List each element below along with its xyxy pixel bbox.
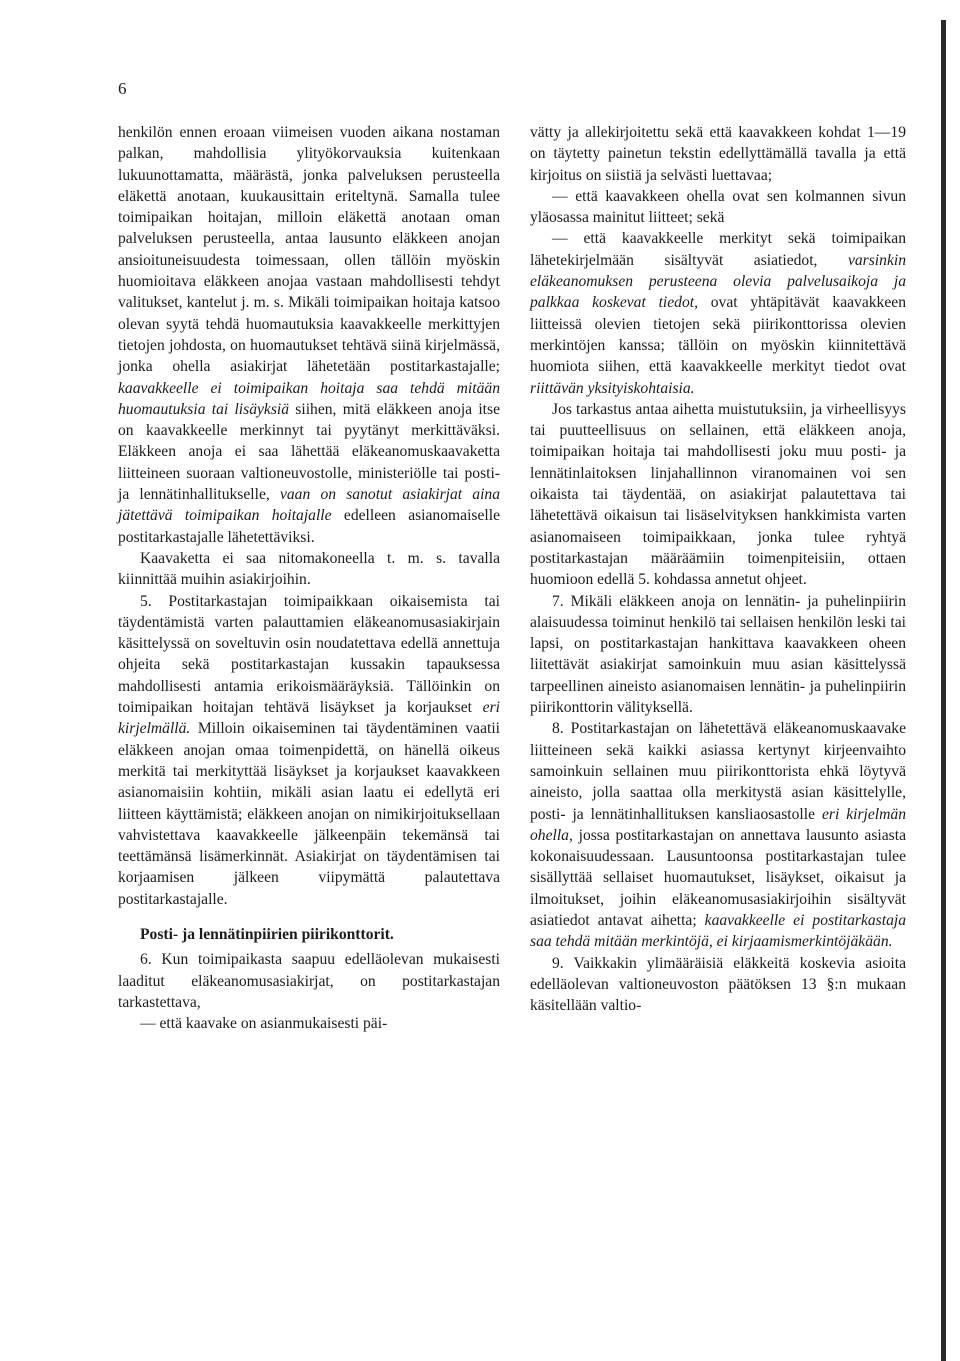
emphasis-text: eri kirjelmällä. bbox=[118, 699, 500, 738]
emphasis-text: eri kirjelmän ohella, bbox=[530, 805, 906, 844]
emphasis-text: vaan on sanotut asiakirjat aina jätettävä toimipaikan hoitajalle bbox=[118, 486, 501, 525]
paragraph: — että kaavake on asianmukaisesti päi- bbox=[140, 1015, 388, 1033]
text-run: Milloin oikaiseminen tai täydentäminen vaatii eläkkeen anojan omaa toimenpidettä, on hänellä oikeus merkitä tai merkityttää lisäykset ja korjaukset kaavakkeen asianomaisiin kohtiin, mikäli asian laatu ei edellytä eri liitteen käyttämistä; eläkkeen anojan on nimikirjoituksellaan vahvistettava kaavakkeelle jälkeenpäin tekemänsä tai teettämänsä lisämerkinnät. Asiakirjat on täydentämisen tai korjaamisen jälkeen viipymättä palautettava postitarkastajalle. bbox=[118, 720, 500, 908]
page-number: 6 bbox=[118, 79, 127, 98]
page-edge-rule bbox=[941, 20, 946, 1361]
text-run: 5. Postitarkastajan toimipaikkaan oikaisemista tai täydentämistä varten palauttamien eläkeanomusasiakirjain käsittelyssä on soveltuvin osin noudatettava edellä annettuja ohjeita sekä postitarkastajan kussakin tapauksessa mahdollisesti antamia erikoismääräyksiä. Tällöinkin on toimipaikan hoitajan tehtävä lisäykset ja korjaukset bbox=[118, 592, 500, 717]
paragraph bbox=[118, 122, 500, 548]
section-heading: Posti- ja lennätinpiirien piirikonttorit. bbox=[140, 925, 394, 943]
paragraph: — että kaavakkeen ohella ovat sen kolmannen sivun yläosassa mainitut liitteet; sekä bbox=[530, 187, 906, 227]
paragraph: 6. Kun toimipaikasta saapuu edelläolevan mukaisesti laaditut eläkeanomusasiakirjat, on postitarkastajan tarkastettava, bbox=[118, 951, 500, 1011]
text-run: — että kaavakkeelle merkityt sekä toimipaikan lähetekirjelmään sisältyvät asiatiedot, bbox=[530, 230, 906, 269]
left-column bbox=[118, 122, 500, 1034]
emphasis-text: kaavakkeelle ei postitarkastaja saa tehdä mitään merkintöjä, ei kirjaamismerkintöjäkään. bbox=[530, 911, 906, 951]
paragraph bbox=[530, 718, 906, 952]
text-run: edelleen asianomaiselle postitarkastajalle lähetettäviksi. bbox=[118, 507, 500, 546]
paragraph: Kaavaketta ei saa nitomakoneella t. m. s. tavalla kiinnittää muihin asiakirjoihin. bbox=[118, 549, 500, 589]
right-column bbox=[530, 122, 906, 1016]
paragraph bbox=[118, 591, 500, 910]
emphasis-text: varsinkin eläkeanomuksen perusteena olevia palvelusaikoja ja palkkaa koskevat tiedot, bbox=[530, 251, 906, 312]
emphasis-text: riittävän yksityiskohtaisia. bbox=[530, 379, 695, 397]
paragraph: Jos tarkastus antaa aihetta muistutuksiin, ja virheellisyys tai puutteellisuus on sellainen, että eläkkeen anoja, toimipaikan hoitaja tai mahdollisesti joku muu posti- ja lennätinlaitoksen linjahallinnon viranomainen voi sen oikaista tai täydentää, on asiakirjat palautettava tai lähetettävä oikaisun tai lisäselvityksen hankkimista varten asianomaiseen toimipaikkaan, jonka tulee ryhtyä postitarkastajan määräämiin toimenpiteisiin, ottaen huomioon edellä 5. kohdassa annetut ohjeet. bbox=[530, 400, 906, 589]
text-run: jossa postitarkastajan on annettava lausunto asiasta kokonaisuudessaan. Lausuntoonsa postitarkastajan tulee sisällyttää sellaiset huomautukset, lisäykset, oikaisut ja ilmoitukset, joihin eläkeanomusasiakirjoihin sisältyvät asiatiedot antavat aihetta; bbox=[530, 826, 906, 929]
paragraph bbox=[530, 228, 906, 398]
text-run: 8. Postitarkastajan on lähetettävä eläkeanomuskaavake liitteineen sekä kaikki asiassa kertynyt kirjeenvaihto samoinkuin sellainen muu piirikonttorista ehkä löytyvä aineisto, jolla saattaa olla merkitystä asian käsittelylle, posti- ja lennätinhallituksen kansliaosastolle bbox=[530, 720, 906, 823]
text-run: ovat yhtäpitävät kaavakkeen liitteissä olevien tietojen sekä piirikonttorissa olevien merkintöjen kanssa; tällöin on myöskin kiinnitettävä huomiota siihen, että kaavakkeelle merkityt tiedot ovat bbox=[530, 294, 906, 376]
text-run: henkilön ennen eroaan viimeisen vuoden aikana nostaman palkan, mahdollisia ylityökorvauksia kuitenkaan lukuunottamatta, määrästä, jonka palveluksen perusteella eläkettä anotaan, kuukausittain eriteltynä. Samalla tulee toimipaikan hoitajan, milloin eläkettä anotaan oman palveluksen perusteella, antaa lausunto eläkkeen anojan ansioituneisuudesta toimessaan, ollen tällöin myöskin huomioitava eläkkeen anojaa vastaan mahdollisesti tehdyt valitukset, kantelut j. m. s. Mikäli toimipaikan hoitaja katsoo olevan syytä tehdä huomautuksia kaavakkeelle merkittyjen tietojen johdosta, on huomautukset tehtävä siinä kirjelmässä, jonka ohella asiakirjat lähetetään postitarkastajalle; bbox=[118, 124, 500, 376]
emphasis-text: kaavakkeelle ei toimipaikan hoitaja saa tehdä mitään huomautuksia tai lisäyksiä bbox=[118, 379, 500, 418]
paragraph: 7. Mikäli eläkkeen anoja on lennätin- ja puhelinpiirin alaisuudessa toiminut henkilö tai sellaisen henkilön leski tai lapsi, on postitarkastajan hankittava kaavakkeen oheen liitettävät asiakirjat samoinkuin muu asian käsittelyssä tarpeellinen aineisto asianomaisen lennätin- ja puhelinpiirin piirikonttorin välityksellä. bbox=[530, 592, 906, 717]
paragraph: vätty ja allekirjoitettu sekä että kaavakkeen kohdat 1—19 on täytetty painetun tekstin edellyttämällä tavalla ja että kirjoitus on siistiä ja selvästi luettavaa; bbox=[530, 124, 906, 184]
paragraph: 9. Vaikkakin ylimääräisiä eläkkeitä koskevia asioita edelläolevan valtioneuvoston päätöksen 13 §:n mukaan käsitellään valtio- bbox=[530, 954, 906, 1015]
text-run: siihen, mitä eläkkeen anoja itse on kaavakkeelle merkinnyt tai pyytänyt merkittäväksi. Eläkkeen anoja ei saa lähettää eläkeanomuskaavaketta liitteineen suoraan valtioneuvostolle, ministeriölle tai posti- ja lennätinhallitukselle, bbox=[118, 400, 501, 504]
